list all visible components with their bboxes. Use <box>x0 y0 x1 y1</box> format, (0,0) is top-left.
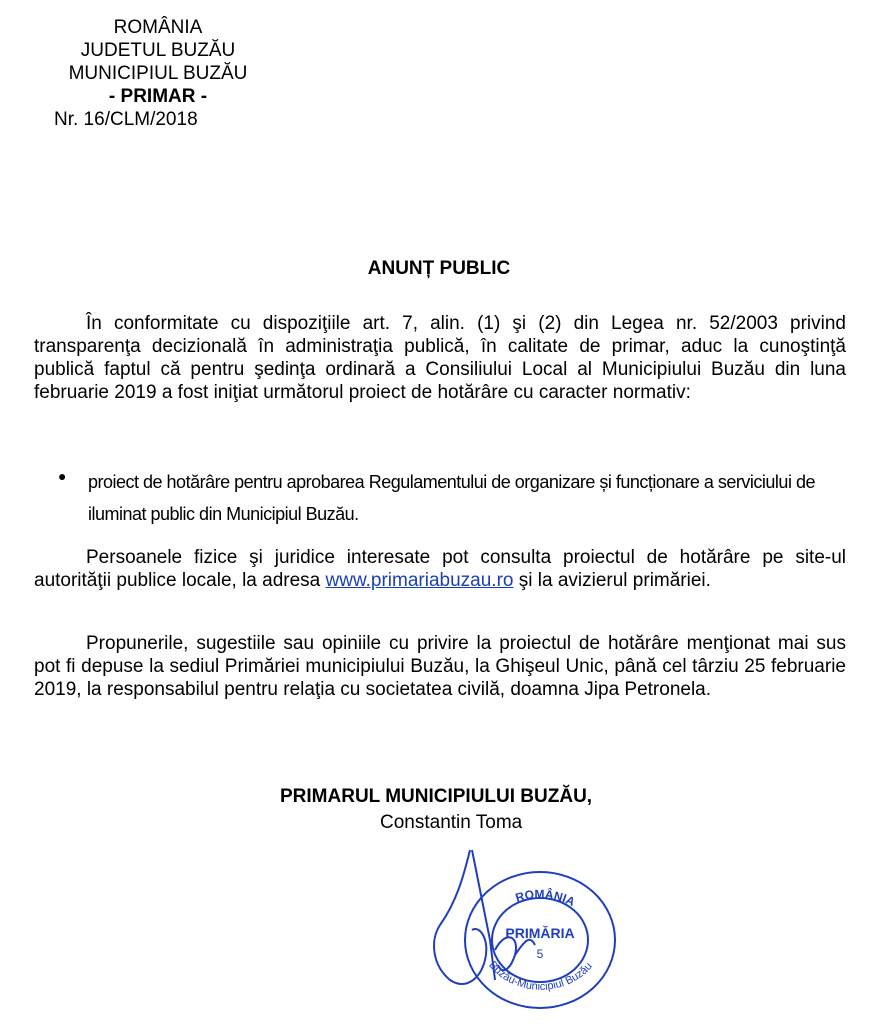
seal-bottom-text: Buzău-Municipiul Buzău <box>486 959 595 993</box>
svg-text:ROMÂNIA <box>514 886 578 909</box>
document-header <box>44 16 272 131</box>
handwritten-signature <box>434 850 535 984</box>
registration-number: Nr. 16/CLM/2018 <box>54 109 198 130</box>
website-link[interactable]: www.primariabuzau.ro <box>325 570 514 591</box>
header-office: - PRIMAR - <box>108 86 208 107</box>
bullet-icon: ● <box>58 468 67 484</box>
official-seal-and-signature <box>410 830 630 1020</box>
seal-number: 5 <box>536 947 544 961</box>
paragraph-proposals: Propunerile, sugestiile sau opiniile cu privire la proiectul de hotărâre menţionat mai sus pot fi depuse la sediul Primăriei municipiului Buzău, la Ghişeul Unic, până cel târziu 25 februarie 2019, la responsabilul pentru relaţia cu societatea civilă, doamna Jipa Petronela. <box>34 633 846 700</box>
paragraph-consultation-after: şi la avizierul primăriei. <box>513 570 711 591</box>
header-municipality: MUNICIPIUL BUZĂU <box>68 63 248 84</box>
list-item: proiect de hotărâre pentru aprobarea Regulamentului de organizare și funcționare a serviciului de iluminat public din Municipiul Buzău. <box>88 472 815 524</box>
signature-title: PRIMARUL MUNICIPIULUI BUZĂU, <box>280 786 593 807</box>
document-title: ANUNȚ PUBLIC <box>367 258 511 279</box>
paragraph-intro: În conformitate cu dispoziţiile art. 7, alin. (1) şi (2) din Legea nr. 52/2003 privind transparenţa decizională în administraţia publică, în calitate de primar, aduc la cunoştinţă publică faptul că pentru şedinţa ordinară a Consiliului Local al Municipiului Buzău din luna februarie 2019 a fost iniţiat următorul proiect de hotărâre cu caracter normativ: <box>34 313 846 403</box>
paragraph-consultation <box>34 546 846 592</box>
signatory-name: Constantin Toma <box>380 812 523 833</box>
seal-top-text: ROMÂNIA <box>513 887 578 909</box>
header-country: ROMÂNIA <box>113 17 203 38</box>
paragraph-consultation-before: Persoanele fizice şi juridice interesate pot consulta proiectul de hotărâre pe site-ul autorităţii publice locale, la adresa <box>34 547 846 591</box>
header-county: JUDETUL BUZĂU <box>80 40 236 61</box>
seal-center-text: PRIMĂRIA <box>505 925 575 941</box>
